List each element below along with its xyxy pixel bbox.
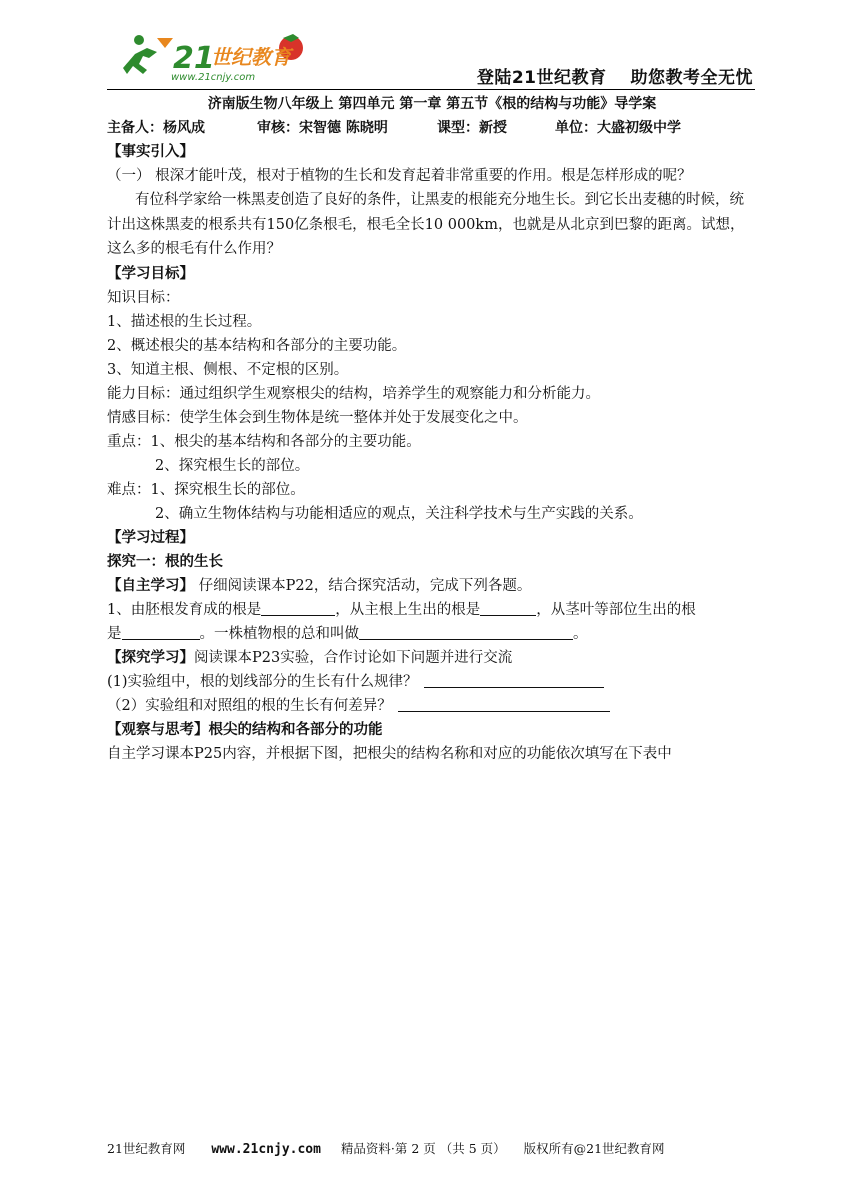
question-1-line-2	[107, 622, 757, 646]
explore-study-text: 阅读课本P23实验，合作讨论如下问题并进行交流	[194, 649, 513, 666]
logo-graphic	[113, 30, 313, 88]
difficult-point-item: 难点：1、探究根生长的部位。	[107, 481, 305, 498]
emotion-goal: 情感目标：使学生体会到生物体是统一整体并处于发展变化之中。	[107, 409, 528, 426]
key-point-item: 重点：1、根尖的基本结构和各部分的主要功能。	[107, 433, 421, 450]
knowledge-goal-item: 3、知道主根、侧根、不定根的区别。	[107, 361, 349, 378]
question-text: 是	[107, 625, 122, 642]
question-text: ，从主根上生出的根是	[335, 601, 481, 618]
header-slogan	[477, 63, 753, 88]
footer-page-info: 精品资料·第 2 页 （共 5 页）	[340, 1141, 506, 1156]
slogan-left: 登陆21世纪教育	[476, 68, 607, 88]
self-study-text: 仔细阅读课本P22，结合探究活动，完成下列各题。	[194, 577, 532, 594]
facts-question: （一） 根深才能叶茂，根对于植物的生长和发育起着非常重要的作用。根是怎样形成的呢？	[107, 168, 692, 184]
21cnjy-logo	[113, 30, 313, 88]
knowledge-goal-item: 2、概述根尖的基本结构和各部分的主要功能。	[107, 337, 407, 354]
self-study-label: 【自主学习】	[107, 577, 194, 594]
question-text: 。一株植物根的总和叫做	[199, 625, 359, 642]
svg-text:21: 21	[173, 41, 215, 76]
footer-left: 21世纪教育网	[107, 1141, 186, 1156]
document-body	[107, 92, 757, 766]
explore-study-line	[107, 646, 757, 670]
doc-meta	[107, 116, 757, 140]
header-divider	[107, 89, 755, 90]
answer-blank-taproot[interactable]	[261, 599, 335, 616]
question-1-line-1	[107, 598, 757, 622]
explore-one-heading: 探究一：根的生长	[107, 553, 223, 570]
answer-blank-exp-1[interactable]	[424, 671, 604, 688]
section-heading-facts: 【事实引入】	[107, 144, 194, 160]
question-text: ，从茎叶等部位生出的根	[536, 601, 696, 618]
explore-study-label: 【探究学习】	[107, 649, 194, 666]
knowledge-goal-label: 知识目标：	[107, 289, 180, 306]
footer-site: www.21cnjy.com	[211, 1142, 321, 1157]
question-text: 。	[573, 625, 588, 642]
svg-text:www.21cnjy.com: www.21cnjy.com	[171, 72, 256, 83]
answer-blank-lateral-root[interactable]	[480, 599, 536, 616]
observe-instructions: 自主学习课本P25内容，并根据下图，把根尖的结构名称和对应的功能依次填写在下表中	[107, 745, 672, 762]
meta-unit: 单位：大盛初级中学	[555, 120, 681, 136]
experiment-question-2	[107, 694, 757, 718]
question-text: （2）实验组和对照组的根的生长有何差异？	[107, 697, 392, 714]
meta-reviewers: 审核：宋智德 陈晓明	[257, 120, 388, 136]
footer-copyright: 版权所有@21世纪教育网	[523, 1141, 665, 1156]
experiment-question-1	[107, 670, 757, 694]
meta-author: 主备人：杨风成	[107, 120, 205, 136]
difficult-point-item: 2、确立生物体结构与功能相适应的观点，关注科学技术与生产实践的关系。	[155, 505, 643, 522]
answer-blank-exp-2[interactable]	[398, 695, 610, 712]
page-header	[107, 30, 755, 88]
doc-title: 济南版生物八年级上 第四单元 第一章 第五节《根的结构与功能》导学案	[207, 96, 657, 112]
knowledge-goal-item: 1、描述根的生长过程。	[107, 313, 262, 330]
ability-goal: 能力目标：通过组织学生观察根尖的结构，培养学生的观察能力和分析能力。	[107, 385, 600, 402]
key-point-item: 2、探究根生长的部位。	[155, 457, 310, 474]
observe-title: 根尖的结构和各部分的功能	[208, 721, 383, 738]
self-study-line	[107, 574, 757, 598]
observe-heading	[107, 718, 757, 742]
slogan-right: 助您教考全无忧	[630, 68, 753, 88]
section-heading-goals: 【学习目标】	[107, 265, 194, 282]
svg-text:世纪教育: 世纪教育	[211, 45, 291, 69]
page-footer	[107, 1139, 755, 1157]
question-text: (1)实验组中，根的划线部分的生长有什么规律？	[107, 673, 418, 690]
answer-blank-adventitious-root[interactable]	[122, 623, 200, 640]
question-text: 1、由胚根发育成的根是	[107, 601, 262, 618]
answer-blank-root-system[interactable]	[359, 623, 573, 640]
facts-paragraph: 有位科学家给一株黑麦创造了良好的条件，让黑麦的根能充分地生长。到它长出麦穗的时候，统计出这株黑麦的根系共有150亿条根毛，根毛全长10 000km，也就是从北京到巴黎的距离。试想，这么多的根毛有什么作用？	[107, 192, 745, 257]
observe-label: 【观察与思考】	[107, 721, 209, 738]
section-heading-process: 【学习过程】	[107, 529, 194, 546]
meta-lesson-type: 课型：新授	[437, 120, 507, 136]
